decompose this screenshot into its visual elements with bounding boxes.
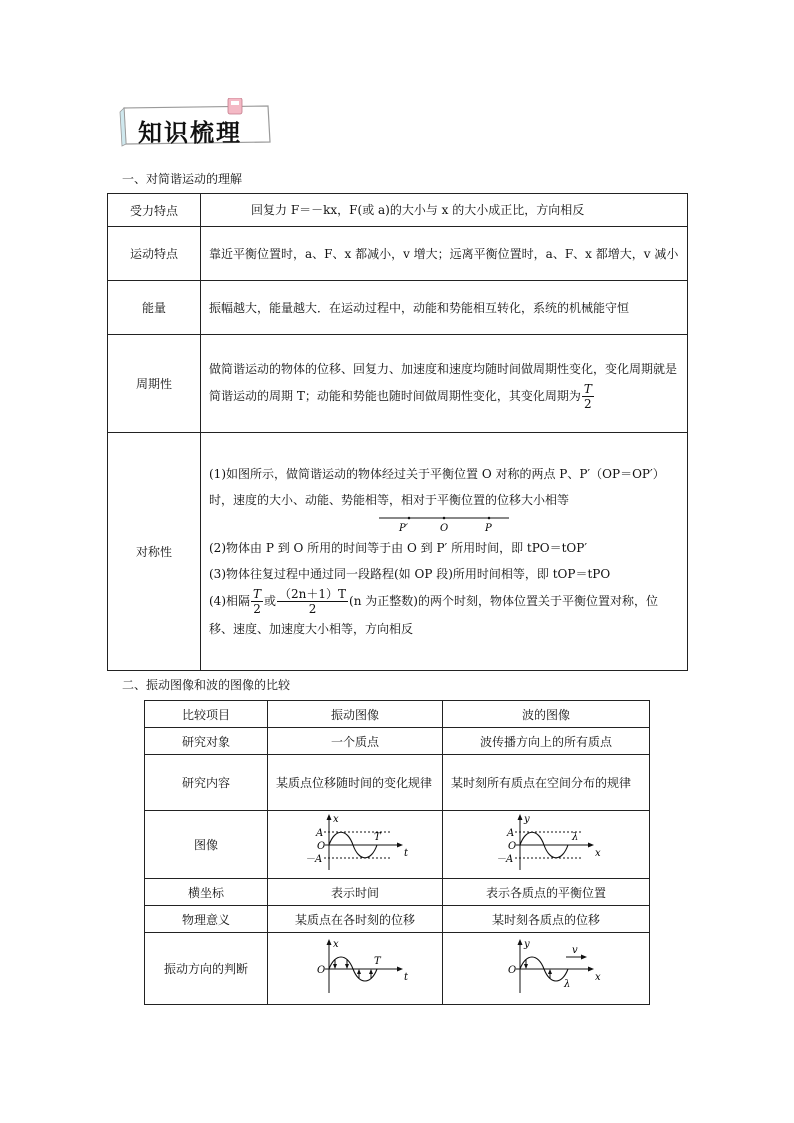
row-text-symmetry <box>201 433 688 671</box>
axis-label-x: x <box>595 848 601 859</box>
item-label: 横坐标 <box>145 879 268 906</box>
axis-label-x: x <box>333 814 339 825</box>
wave-cell: 波传播方向上的所有质点 <box>443 728 650 755</box>
diagram-label-p-prime: P′ <box>399 523 408 534</box>
pop-line-diagram <box>379 513 519 535</box>
row-text-energy: 振幅越大，能量越大．在运动过程中，动能和势能相互转化，系统的机械能守恒 <box>201 281 688 335</box>
row-head-period: 周期性 <box>108 335 201 433</box>
section1-title: 一、对简谐运动的理解 <box>122 172 243 186</box>
row-head-motion: 运动特点 <box>108 227 201 281</box>
table-row <box>108 335 688 433</box>
wave-graph <box>486 812 606 874</box>
table-row <box>108 227 688 281</box>
amplitude-label: A <box>507 828 515 839</box>
neg-amplitude-label: －A <box>305 854 323 865</box>
vibration-wave-compare-table <box>144 700 650 1005</box>
table-row <box>145 906 650 933</box>
row-head-symmetry: 对称性 <box>108 433 201 671</box>
symmetry-point-4: (4)相隔 $\frac{T}{2}$ 或 $\frac{(2n+1)T}{2}$ (n 为正整数)的两个时刻，物体位置关于平衡位置对称，位移、速度、加速度大小相等，方向相反 <box>209 587 658 636</box>
row-head-force: 受力特点 <box>108 194 201 227</box>
row-text-period <box>201 335 688 433</box>
banner-title: 知识梳理 <box>138 119 242 147</box>
axis-label-t: t <box>404 972 409 983</box>
table-row <box>145 728 650 755</box>
item-label: 研究内容 <box>145 755 268 811</box>
wave-direction-graph-cell <box>443 933 650 1005</box>
neg-amplitude-label: －A <box>496 854 514 865</box>
row-text-force: 回复力 F＝－kx，F(或 a)的大小与 x 的大小成正比，方向相反 <box>201 194 688 227</box>
axis-label-t: t <box>404 848 409 859</box>
header-wave: 波的图像 <box>443 701 650 728</box>
wavelength-label: λ <box>572 832 579 843</box>
amplitude-label: A <box>316 828 324 839</box>
diagram-label-o: O <box>440 523 449 534</box>
symmetry-point-3: (3)物体往复过程中通过同一段路程(如 OP 段)所用时间相等，即 tOP＝tPO <box>209 567 611 581</box>
axis-label-x: x <box>595 972 601 983</box>
vibration-graph-cell <box>268 811 443 879</box>
origin-label: O <box>508 841 517 852</box>
simple-harmonic-table <box>107 193 688 671</box>
vibration-direction-graph <box>295 937 415 997</box>
origin-label: O <box>317 965 326 976</box>
table-row <box>108 433 688 671</box>
fraction-2n-plus-1-t-over-2: $\frac{(2n+1)T}{2}$ <box>279 587 347 616</box>
header-vibration: 振动图像 <box>268 701 443 728</box>
table-row <box>145 933 650 1005</box>
table-header-row <box>145 701 650 728</box>
axis-label-x: x <box>333 939 339 950</box>
axis-label-y: y <box>524 814 530 825</box>
table-row <box>108 194 688 227</box>
symmetry-point-1: (1)如图所示，做简谐运动的物体经过关于平衡位置 O 对称的两点 P、P′（OP＝OP′）时，速度的大小、动能、势能相等，相对于平衡位置的位移大小相等 <box>209 467 665 507</box>
vibration-cell: 某质点位移随时间的变化规律 <box>268 755 443 811</box>
item-label: 振动方向的判断 <box>145 933 268 1005</box>
period-label: T <box>374 832 381 843</box>
origin-label: O <box>508 965 517 976</box>
origin-label: O <box>317 841 326 852</box>
diagram-label-p: P <box>485 523 492 534</box>
vibration-cell: 表示时间 <box>268 879 443 906</box>
vibration-cell: 某质点在各时刻的位移 <box>268 906 443 933</box>
table-row <box>145 755 650 811</box>
item-label: 图像 <box>145 811 268 879</box>
period-label: T <box>374 956 381 967</box>
wavelength-label: λ <box>564 979 571 990</box>
row-text-motion: 靠近平衡位置时，a、F、x 都减小，v 增大；远离平衡位置时，a、F、x 都增大，v 减小 <box>201 227 688 281</box>
table-row <box>145 879 650 906</box>
wave-graph-cell <box>443 811 650 879</box>
wave-cell: 某时刻各质点的位移 <box>443 906 650 933</box>
wave-cell: 表示各质点的平衡位置 <box>443 879 650 906</box>
symmetry-point-2: (2)物体由 P 到 O 所用的时间等于由 O 到 P′ 所用时间，即 tPO＝tOP′ <box>209 541 588 555</box>
item-label: 物理意义 <box>145 906 268 933</box>
vibration-direction-graph-cell <box>268 933 443 1005</box>
axis-label-y: y <box>524 939 530 950</box>
wave-direction-graph <box>486 937 606 997</box>
item-label: 研究对象 <box>145 728 268 755</box>
table-row <box>145 811 650 879</box>
row-head-energy: 能量 <box>108 281 201 335</box>
wave-cell: 某时刻所有质点在空间分布的规律 <box>443 755 650 811</box>
header-item: 比较项目 <box>145 701 268 728</box>
period-text: 做简谐运动的物体的位移、回复力、加速度和速度均随时间做周期性变化，变化周期就是简谐运动的周期 T；动能和势能也随时间做周期性变化，其变化周期为 <box>209 362 678 403</box>
fraction-t-over-2: $\frac{T}{2}$ <box>253 587 262 616</box>
fraction-t-over-2: $\frac{T}{2}$ <box>583 382 592 411</box>
velocity-label: v <box>572 945 578 956</box>
vibration-cell: 一个质点 <box>268 728 443 755</box>
section2-title: 二、振动图像和波的图像的比较 <box>122 678 291 692</box>
table-row <box>108 281 688 335</box>
vibration-graph <box>295 812 415 874</box>
